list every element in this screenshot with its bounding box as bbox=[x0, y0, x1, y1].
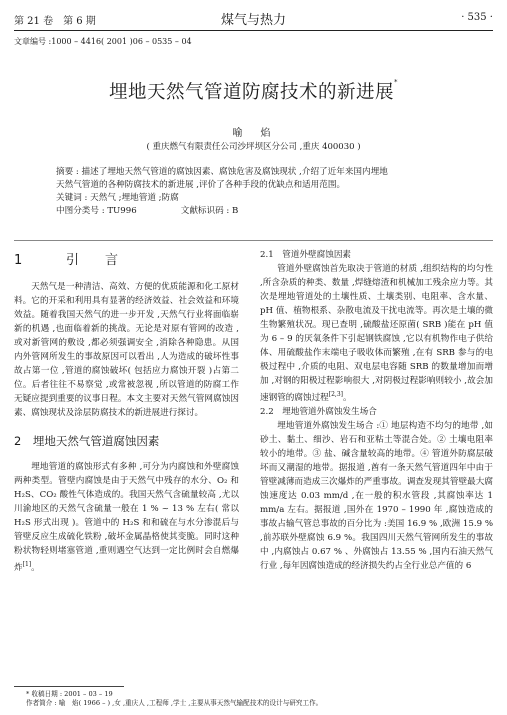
section-1-paragraph: 天然气是一种清洁、高效、方便的优质能源和化工原材料。它的开采和利用具有显著的经济效益、社会效益和环境效益。随着我国天然气的进一步开发 ,天然气行业将面临崭新的机遇 ,也面临着新的挑战。无论是对原有管网的改造 ,或对新管网的敷设 ,都必须强调安全 ,消除各种隐患。从国内外管网所发生的事故原因可以看出 ,人为造成的破坏性事故占第一位 ,管道的腐蚀破坏( 包括应力腐蚀开裂 )占第二位。后者往往不易察觉 ,或常被忽视 ,所以管道的防腐工作无疑应提到重要的议事日程。本文主要对天然气管网腐蚀因素、腐蚀现状及涂层防腐技术的新进展进行探讨。 bbox=[14, 282, 239, 418]
section-2-heading bbox=[14, 434, 239, 448]
footnote-author-bio: 作者简介 : 喻 焰( 1966 – ) ,女 ,重庆人 ,工程师 ,学士 ,主要从事天然气输配技术的设计与研究工作。 bbox=[26, 699, 323, 707]
header-rule bbox=[14, 30, 493, 31]
section-2-end: 。 bbox=[31, 562, 40, 573]
subsection-2-1-title: 2.1 管道外壁腐蚀因素 bbox=[260, 250, 352, 260]
footnote-rule bbox=[14, 686, 124, 687]
section-1-title: 引 言 bbox=[66, 253, 119, 268]
subsection-2-1-paragraph bbox=[260, 262, 493, 405]
title-footnote-mark: * bbox=[394, 78, 398, 86]
abstract-block bbox=[56, 166, 457, 218]
classification-row bbox=[56, 205, 457, 218]
citation-ref-2-3: [2,3] bbox=[328, 391, 343, 398]
footnote bbox=[26, 690, 322, 708]
section-1-heading bbox=[14, 254, 239, 268]
section-2-paragraph bbox=[14, 460, 239, 575]
paper-title-text: 埋地天然气管道防腐技术的新进展 bbox=[108, 82, 394, 103]
section-1-number: 1 bbox=[14, 253, 23, 268]
paper-title bbox=[0, 78, 507, 104]
keywords: 关键词 : 天然气 ;埋地管道 ;防腐 bbox=[56, 193, 179, 203]
article-number: 文章编号 :1000 – 4416( 2001 )06 – 0535 – 04 bbox=[14, 37, 192, 46]
classification-number: 中图分类号 : TU996 bbox=[56, 206, 137, 216]
document-code: 文献标识码 : B bbox=[180, 206, 239, 216]
running-header bbox=[14, 8, 493, 30]
section-2-title: 埋地天然气管道腐蚀因素 bbox=[32, 434, 160, 448]
page-number: · 535 · bbox=[461, 12, 493, 23]
subsection-2-1-text: 管道外壁腐蚀首先取决于管道的材质 ,组织结构的均匀性 ,所含杂质的种类、数量 ,焊缝熔渣和机械加工残余应力等。其次是埋地管道处的土壤性质、土壤类别、电阻率、含水量、pH 值、植物根系、杂散电流及干扰电流等。再次是土壤的微生物繁殖状况。现已查明 ,硫酸盐还原菌( SRB )能在 pH 值为 6 – 9 的厌氧条件下引起钢铁腐蚀 ,它以有机物作电子供给体、用硫酸盐作末端电子吸收体而繁殖 ,在有 SRB 参与的电极过程中 ,介质的电阻、双电层电容随 SRB 的数量增加而增加 ,对钢的阳极过程影响很大 ,对阴极过程影响则较小 ,故会加速钢管的腐蚀过程 bbox=[260, 264, 493, 403]
section-divider bbox=[14, 240, 493, 241]
volume-issue: 第 21 卷 第 6 期 bbox=[14, 16, 96, 27]
abstract-line-2: 天然气管道的各种防腐技术的新进展 ,评价了各种手段的优缺点和适用范围。 bbox=[56, 180, 346, 190]
journal-name: 煤气与热力 bbox=[220, 13, 286, 28]
abstract-line-1: 摘要 : 描述了埋地天然气管道的腐蚀因素、腐蚀危害及腐蚀现状 ,介绍了近年来国内埋地 bbox=[56, 167, 388, 177]
section-2-number: 2 bbox=[14, 434, 22, 448]
left-column bbox=[14, 248, 239, 575]
subsection-2-2-title: 2.2 埋地管道外腐蚀发生场合 bbox=[260, 406, 377, 417]
author-name: 喻 焰 bbox=[232, 128, 275, 139]
right-column bbox=[260, 248, 493, 573]
subsection-2-2-paragraph: 埋地管道外腐蚀发生场合 :① 地层构造不均匀的地带 ,如砂土、黏土、细沙、岩石和亚粘土等混合处。② 土壤电阻率较小的地带。③ 盐、碱含量较高的地带。④ 管道外防腐层破坏而又潮湿的地带。据报道 ,酋有一条天然气管道四年中由于管壁减薄而造成三次爆炸的严重事故。调查发现其管壁最大腐蚀速度达 0.03 mm/d ,在一般的积水管段 ,其腐蚀率达 1 mm/a 左右。据报道 ,国外在 1970 – 1990 年 ,腐蚀造成的事故占输气管总事故的百分比为 :美国 16.9 % ,欧洲 15.9 % ,前苏联外壁腐蚀 6.9 %。我国四川天然气管网所发生的事故中 ,内腐蚀占 0.67 % 、外腐蚀占 13.55 % ,国内石油天然气行业 ,每年因腐蚀造成的经济损失约占全行业总产值的 6 bbox=[260, 420, 493, 571]
author-affiliation: ( 重庆燃气有限责任公司沙坪坝区分公司 ,重庆 400030 ) bbox=[146, 142, 361, 152]
footnote-received: * 收稿日期 : 2001 – 03 – 19 bbox=[26, 690, 113, 698]
section-2-text: 埋地管道的腐蚀形式有多种 ,可分为内腐蚀和外壁腐蚀两种类型。管壁内腐蚀是由于天然气中残存的水分、O₂ 和 H₂S、CO₂ 酸性气体造成的。我国天然气含硫量较高 ,尤以川渝地区的天然气含硫量一般在 1 % ~ 13 % 左右( 常以 H₂S 形式出现 )。管道中的 H₂S 和和硫在与水分渗混后与管壁反应生成硫化铁粉 ,破坏金属晶格使其变脆。同时这种粉状物轻则堵塞管道 ,重则遇空气达到一定比例时会自燃爆炸 bbox=[14, 462, 239, 573]
subsection-2-1-end: 。 bbox=[343, 392, 352, 403]
citation-ref-1: [1] bbox=[22, 561, 32, 568]
